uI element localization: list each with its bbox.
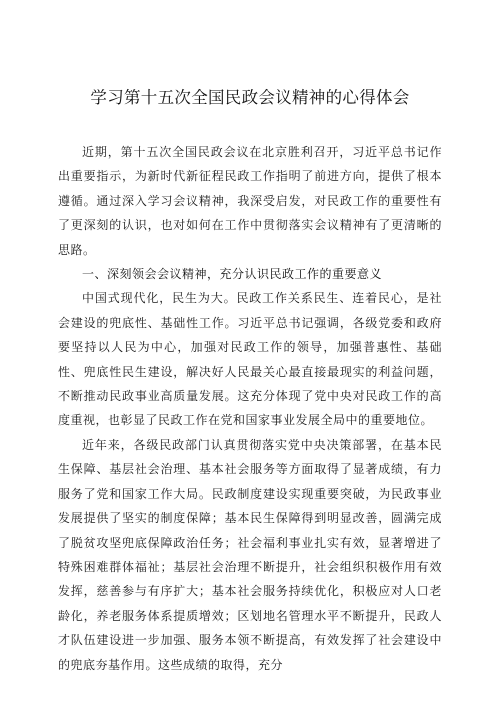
section-heading-1: 一、深刻领会会议精神，充分认识民政工作的重要意义 xyxy=(82,267,383,282)
paragraph-significance: 中国式现代化，民生为大。民政工作关系民生、连着民心，是社会建设的兜底性、基础性工作。习近平总书记强调，各级党委和政府要坚持以人民为中心，加强对民政工作的领导，加强普惠性、基础性、兜底性民生建设，解决好人民最关心最直接最现实的利益问题，不断推动民政事业高质量发展。这充分体现了党中央对民政工作的高度重视，也彰显了民政工作在党和国家事业发展全局中的重要地位。 xyxy=(58,291,442,428)
paragraph-intro: 近期，第十五次全国民政会议在北京胜利召开，习近平总书记作出重要指示，为新时代新征程民政工作指明了前进方向，提供了根本遵循。通过深入学习会议精神，我深受启发，对民政工作的重要性有了更深刻的认识，也对如何在工作中贯彻落实会议精神有了更清晰的思路。 xyxy=(58,145,442,257)
document-title: 学习第十五次全国民政会议精神的心得体会 xyxy=(90,88,410,107)
page-bottom-edge xyxy=(0,697,500,707)
paragraph-achievements: 近年来，各级民政部门认真贯彻落实党中央决策部署，在基本民生保障、基层社会治理、基本社会服务等方面取得了显著成绩，有力服务了党和国家工作大局。民政制度建设实现重要突破，为民政事业发展提供了坚实的制度保障；基本民生保障得到明显改善，圆满完成了脱贫攻坚兜底保障政治任务；社会福利事业扎实有效，显著增进了特殊困难群体福祉；基层社会治理不断提升，社会组织积极作用有效发挥，慈善参与有序扩大；基本社会服务持续优化，积极应对人口老龄化，养老服务体系提质增效；区划地名管理水平不断提升，民政人才队伍建设进一步加强、服务本领不断提高，有效发挥了社会建设中的兜底夯基作用。这些成绩的取得，充分 xyxy=(58,437,442,672)
document-body xyxy=(58,140,442,677)
